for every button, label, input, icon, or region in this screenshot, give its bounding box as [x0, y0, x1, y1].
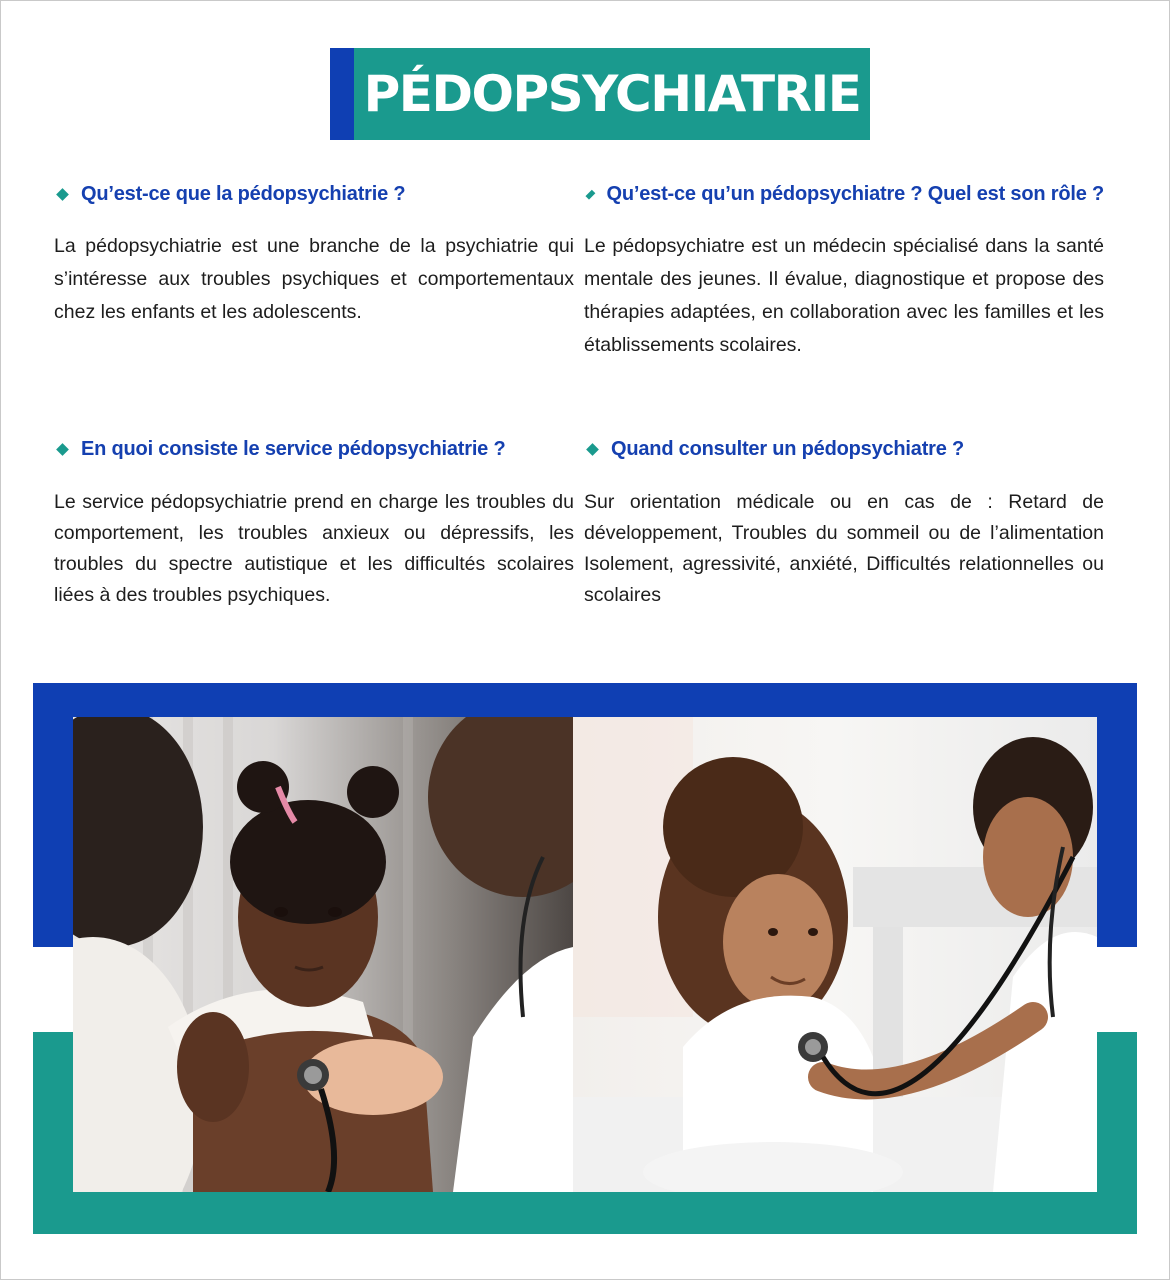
section-service-description: [54, 438, 574, 611]
section-when-to-consult: [584, 438, 1104, 611]
section-heading: [54, 183, 574, 206]
section-body: Le pédopsychiatre est un médecin spécialisé dans la santé mentale des jeunes. Il évalue, diagnostique et propose des thérapies adaptées, en collaboration avec les familles et les établissements scolaires.: [584, 235, 1104, 356]
section-body: Le service pédopsychiatrie prend en charge les troubles du comportement, les troubles anxieux ou dépressifs, les troubles du spectre autistique et les difficultés scolaires liées à des troubles psychiques.: [54, 491, 574, 606]
diamond-bullet-icon: [56, 443, 69, 456]
section-role-of-pedopsychiatrist: [584, 183, 1104, 362]
section-heading-text: En quoi consiste le service pédopsychiatrie ?: [81, 438, 506, 460]
page-title: PÉDOPSYCHIATRIE: [363, 65, 861, 123]
section-heading: [584, 183, 1104, 206]
section-heading: [54, 438, 574, 461]
section-heading-text: Quand consulter un pédopsychiatre ?: [611, 438, 965, 460]
diamond-bullet-icon: [56, 188, 69, 201]
section-body: La pédopsychiatrie est une branche de la psychiatrie qui s’intéresse aux troubles psychiques et comportementaux chez les enfants et les adolescents.: [54, 235, 574, 323]
section-heading-text: Qu’est-ce que la pédopsychiatrie ?: [81, 183, 406, 205]
photo-child-examination-right: [573, 717, 1097, 1192]
section-body: Sur orientation médicale ou en cas de : Retard de développement, Troubles du sommeil ou de l’alimentation Isolement, agressivité, anxiété, Difficultés relationnelles ou scolaires: [584, 491, 1104, 606]
diamond-bullet-icon: [585, 190, 595, 200]
diamond-bullet-icon: [586, 443, 599, 456]
section-heading: [584, 438, 1104, 461]
title-banner: [330, 48, 870, 140]
section-what-is-pedopsychiatry: [54, 183, 574, 329]
title-accent-bar: [330, 48, 354, 140]
photo-child-examination-left: [73, 717, 573, 1192]
section-heading-text: Qu’est-ce qu’un pédopsychiatre ? Quel est son rôle ?: [606, 183, 1104, 205]
photo-left-illustration: [73, 717, 573, 1192]
photo-right-illustration: [573, 717, 1097, 1192]
